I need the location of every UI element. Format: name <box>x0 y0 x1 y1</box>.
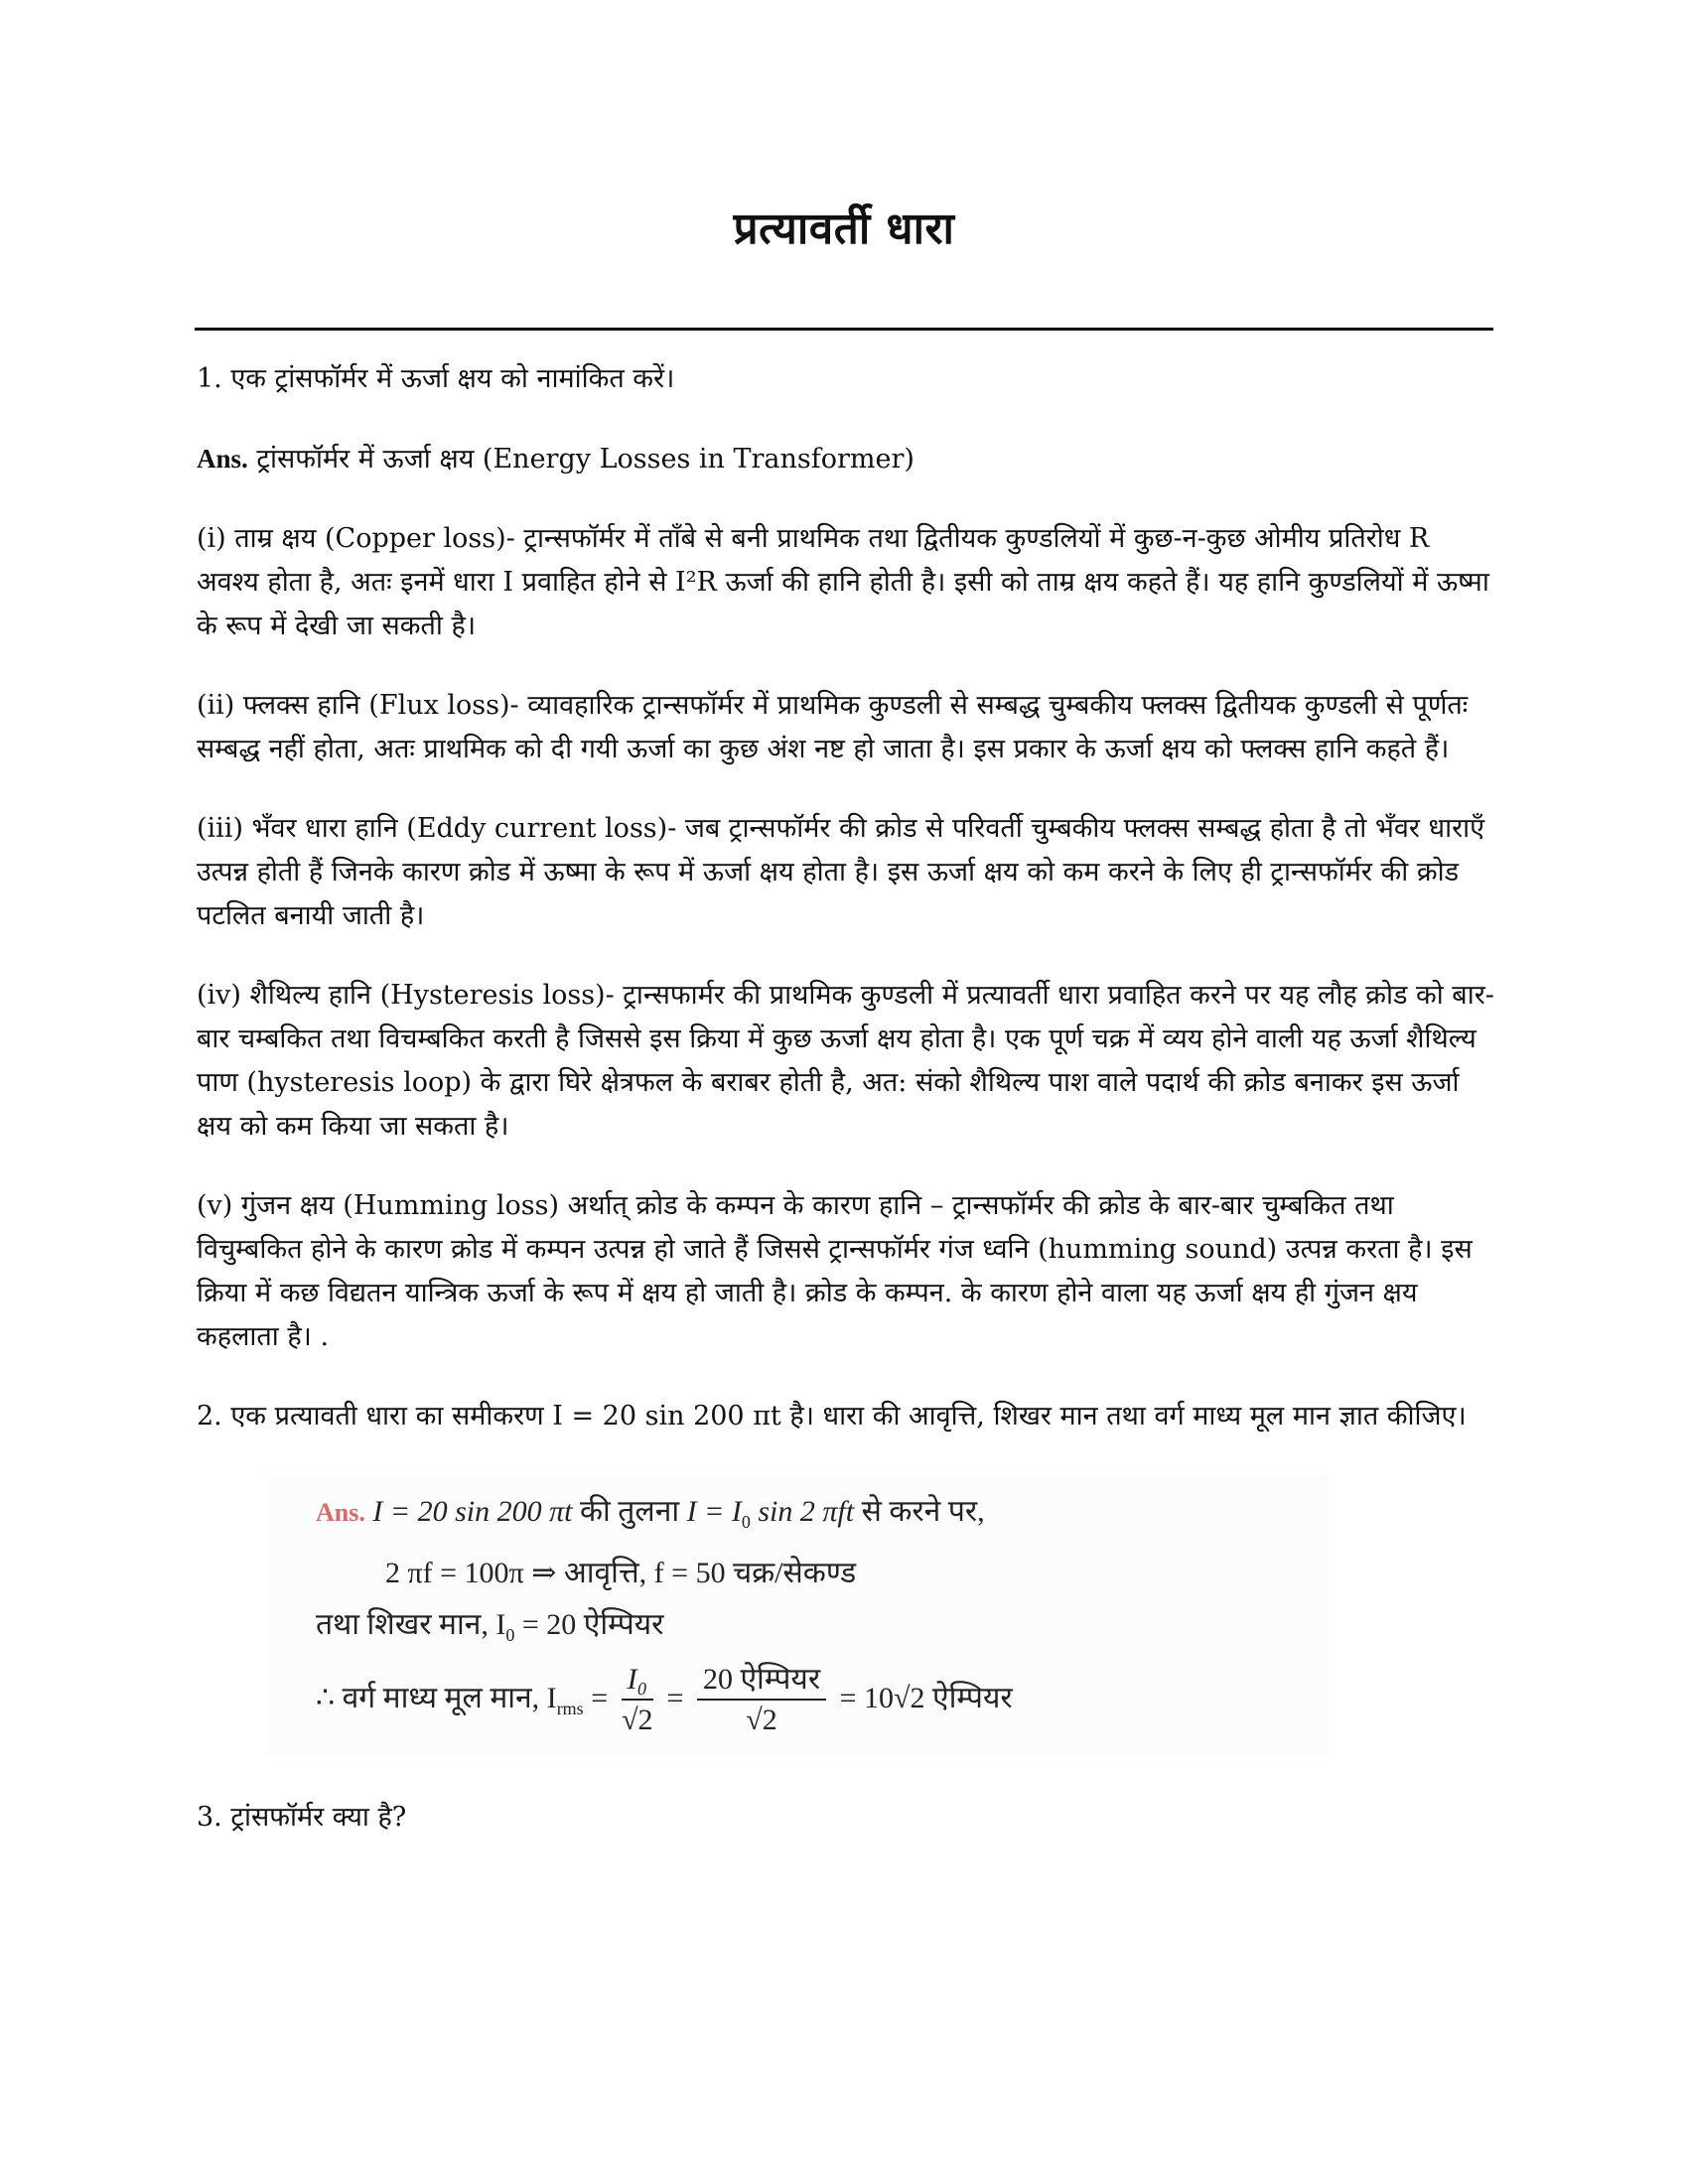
equals-sign: = <box>666 1681 684 1714</box>
rms-result: = 10√2 <box>839 1681 925 1714</box>
fraction-numerator: 20 ऐम्पियर <box>697 1661 826 1701</box>
fraction-numerator: I₀ <box>622 1661 653 1701</box>
peak-value: = 20 ऐम्पियर <box>514 1608 664 1641</box>
point-marker: (i) ताम्र क्षय (Copper loss)- <box>197 523 515 554</box>
title-divider <box>195 328 1493 331</box>
solution-line-3 <box>316 1599 1309 1661</box>
question-1: 1. एक ट्रांसफॉर्मर में ऊर्जा क्षय को नामांकित करें। <box>197 363 675 394</box>
point-marker: (v) गुंजन क्षय (Humming loss) <box>197 1190 560 1221</box>
point-text: ट्रान्सफार्मर की प्राथमिक कुण्डली में प्रत्यावर्ती धारा प्रवाहित करने पर यह लौह क्रोड को बार-बार चम्बकित तथा विचम्बकित करती है जिससे इस क्रिया में कुछ ऊर्जा क्षय होता है। एक पूर्ण चक्र में व्यय होने वाली यह ऊर्जा शैथिल्य पाण (hysteresis loop) के द्वारा घिरे क्षेत्रफल के बराबर होती है, अत: संको शैथिल्य पाश वाले पदार्थ की क्रोड बनाकर इस ऊर्जा क्षय को कम किया जा सकता है। <box>197 980 1494 1142</box>
answer-1-heading <box>197 437 1495 481</box>
rms-label: ∴ वर्ग माध्य मूल मान, I <box>316 1681 557 1714</box>
point-text: ट्रान्सफॉर्मर में ताँबे से बनी प्राथमिक तथा द्वितीयक कुण्डलियों में कुछ-न-कुछ ओमीय प्रतिरोध R अवश्य होता है, अतः इनमें धारा I प्रवाहित होने से I²R ऊर्जा की हानि होती है। इसी को ताम्र क्षय कहते हैं। यह हानि कुण्डलियों में ऊष्मा के रूप में देखी जा सकती है। <box>197 523 1489 641</box>
point-marker: (iv) शैथिल्य हानि (Hysteresis loss)- <box>197 980 615 1011</box>
rms-unit: ऐम्पियर <box>924 1681 1013 1714</box>
point-text: व्यावहारिक ट्रान्सफॉर्मर में प्राथमिक कुण्डली से सम्बद्ध चुम्बकीय फ्लक्स द्वितीयक कुण्डली से पूर्णतः सम्बद्ध नहीं होता, अतः प्राथमिक को दी गयी ऊर्जा का कुछ अंश नष्ट हो जाता है। इस प्रकार के ऊर्जा क्षय को फ्लक्स हानि कहते हैं। <box>197 690 1469 764</box>
compare-suffix: से करने पर, <box>854 1495 985 1528</box>
point-text: अर्थात् क्रोड के कम्पन के कारण हानि – ट्रान्सफॉर्मर की क्रोड के बार-बार चुम्बकित तथा विचुम्बकित होने के कारण क्रोड में कम्पन उत्पन्न हो जाते हैं जिससे ट्रान्सफॉर्मर गंज ध्वनि (humming sound) उत्पन्न करता है। इस क्रिया में कछ विद्यतन यान्त्रिक ऊर्जा के रूप में क्षय हो जाती है। क्रोड के कम्पन. के कारण होने वाला यह ऊर्जा क्षय ही गुंजन क्षय कहलाता है। . <box>197 1190 1473 1352</box>
fraction-denominator: √2 <box>622 1704 653 1736</box>
subscript-zero: 0 <box>741 1512 751 1532</box>
point-copper-loss <box>197 517 1495 648</box>
general-equation-lhs: I = I <box>686 1495 742 1528</box>
point-humming-loss <box>197 1184 1495 1359</box>
solution-line-4 <box>316 1661 1309 1740</box>
solution-ans-mark: Ans. <box>316 1498 365 1527</box>
solution-line-1 <box>316 1486 1309 1548</box>
point-flux-loss <box>197 684 1495 771</box>
document-body <box>197 357 1495 1875</box>
point-text: जब ट्रान्सफॉर्मर की क्रोड से परिवर्ती चुम्बकीय फ्लक्स सम्बद्ध होता है तो भँवर धाराएँ उत्पन्न होती हैं जिनके कारण क्रोड में ऊष्मा के रूप में ऊर्जा क्षय होता है। इस ऊर्जा क्षय को कम करने के लिए ही ट्रान्सफॉर्मर की क्रोड पटलित बनायी जाती है। <box>197 813 1485 931</box>
solution-image-block <box>266 1474 1329 1756</box>
point-marker: (iii) भँवर धारा हानि (Eddy current loss)- <box>197 813 677 844</box>
compare-text: की तुलना <box>572 1495 687 1528</box>
equals-sign: = <box>583 1681 609 1714</box>
given-equation: I = 20 sin 200 πt <box>372 1495 573 1528</box>
point-eddy-current-loss <box>197 807 1495 938</box>
solution-line-2: 2 πf = 100π ⇒ आवृत्ति, f = 50 चक्र/सेकण्ड <box>385 1557 857 1589</box>
ans-heading-text: ट्रांसफॉर्मर में ऊर्जा क्षय (Energy Losses in Transformer) <box>247 444 914 475</box>
fraction-i0-over-root2 <box>622 1661 653 1740</box>
page-title: प्रत्यावर्ती धारा <box>733 204 955 254</box>
subscript-zero: 0 <box>505 1625 515 1645</box>
general-equation-rhs: sin 2 πft <box>750 1495 855 1528</box>
subscript-rms: rms <box>556 1698 584 1718</box>
question-2: 2. एक प्रत्यावती धारा का समीकरण I = 20 sin 200 πt है। धारा की आवृत्ति, शिखर मान तथा वर्ग माध्य मूल मान ज्ञात कीजिए। <box>197 1401 1467 1432</box>
fraction-20-over-root2 <box>697 1661 826 1740</box>
question-3: 3. ट्रांसफॉर्मर क्या है? <box>197 1802 407 1833</box>
point-marker: (ii) फ्लक्स हानि (Flux loss)- <box>197 690 519 721</box>
point-hysteresis-loss <box>197 974 1495 1149</box>
ans-label: Ans. <box>197 444 248 474</box>
fraction-denominator: √2 <box>746 1704 777 1736</box>
peak-value-label: तथा शिखर मान, I <box>316 1608 506 1641</box>
